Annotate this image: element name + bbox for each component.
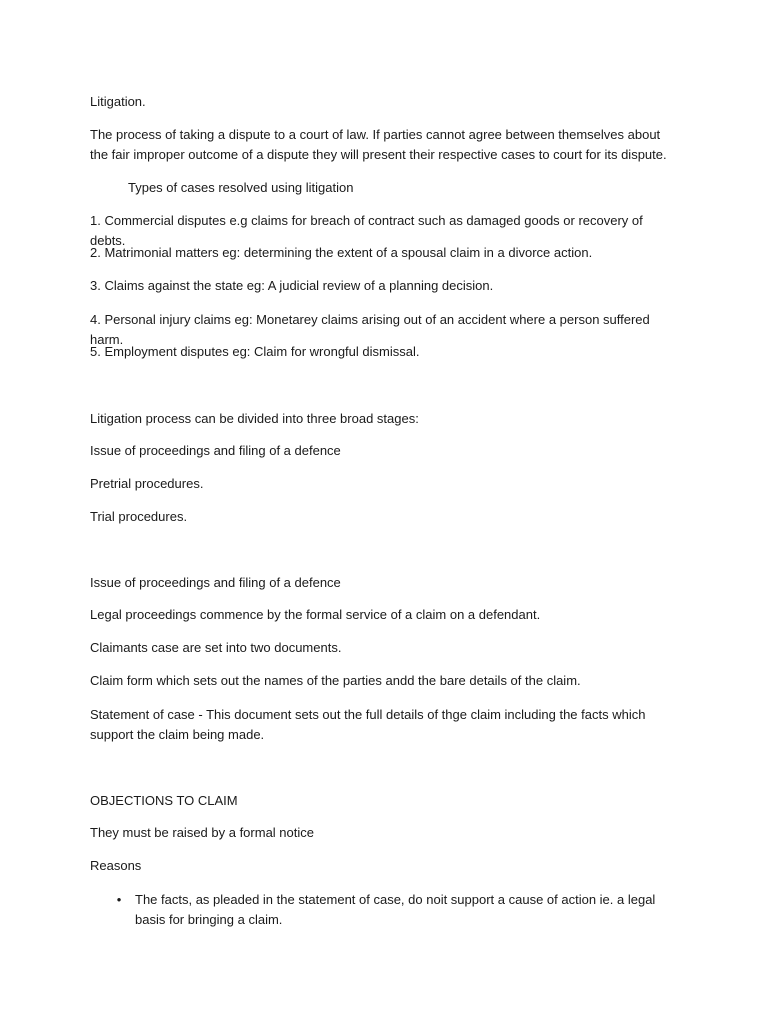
objections-heading: OBJECTIONS TO CLAIM: [90, 793, 238, 808]
type-item-2: 2. Matrimonial matters eg: determining the extent of a spousal claim in a divorce action.: [90, 245, 593, 260]
section-paragraph-1: Legal proceedings commence by the formal service of a claim on a defendant.: [90, 607, 541, 622]
definition-paragraph: The process of taking a dispute to a court of law. If parties cannot agree between themselves about the fair improper outcome of a dispute they will present their respective cases to court for its dispute.: [90, 127, 667, 162]
document-title: Litigation.: [90, 94, 146, 109]
reasons-label: Reasons: [90, 858, 142, 873]
section-paragraph-3: Claim form which sets out the names of the parties andd the bare details of the claim.: [90, 673, 581, 688]
stages-intro: Litigation process can be divided into three broad stages:: [90, 411, 419, 426]
type-item-1: 1. Commercial disputes e.g claims for breach of contract such as damaged goods or recovery of debts.: [90, 213, 643, 248]
reason-bullet-item: [90, 890, 680, 930]
type-item-4: 4. Personal injury claims eg: Monetarey claims arising out of an accident where a person suffered harm.: [90, 312, 650, 347]
objections-notice: They must be raised by a formal notice: [90, 825, 314, 840]
stage-item-3: Trial procedures.: [90, 509, 188, 524]
reason-text: The facts, as pleaded in the statement of case, do noit support a cause of action ie. a legal basis for bringing a claim.: [135, 892, 656, 927]
type-item-3: 3. Claims against the state eg: A judicial review of a planning decision.: [90, 278, 494, 293]
types-heading: Types of cases resolved using litigation: [128, 180, 354, 195]
bullet-icon: •: [116, 892, 122, 907]
stage-item-2: Pretrial procedures.: [90, 476, 204, 491]
section-paragraph-4: Statement of case - This document sets out the full details of thge claim including the facts which support the claim being made.: [90, 707, 646, 742]
section-paragraph-2: Claimants case are set into two documents.: [90, 640, 342, 655]
type-item-5: 5. Employment disputes eg: Claim for wrongful dismissal.: [90, 344, 420, 359]
section-heading: Issue of proceedings and filing of a defence: [90, 575, 341, 590]
stage-item-1: Issue of proceedings and filing of a defence: [90, 443, 341, 458]
